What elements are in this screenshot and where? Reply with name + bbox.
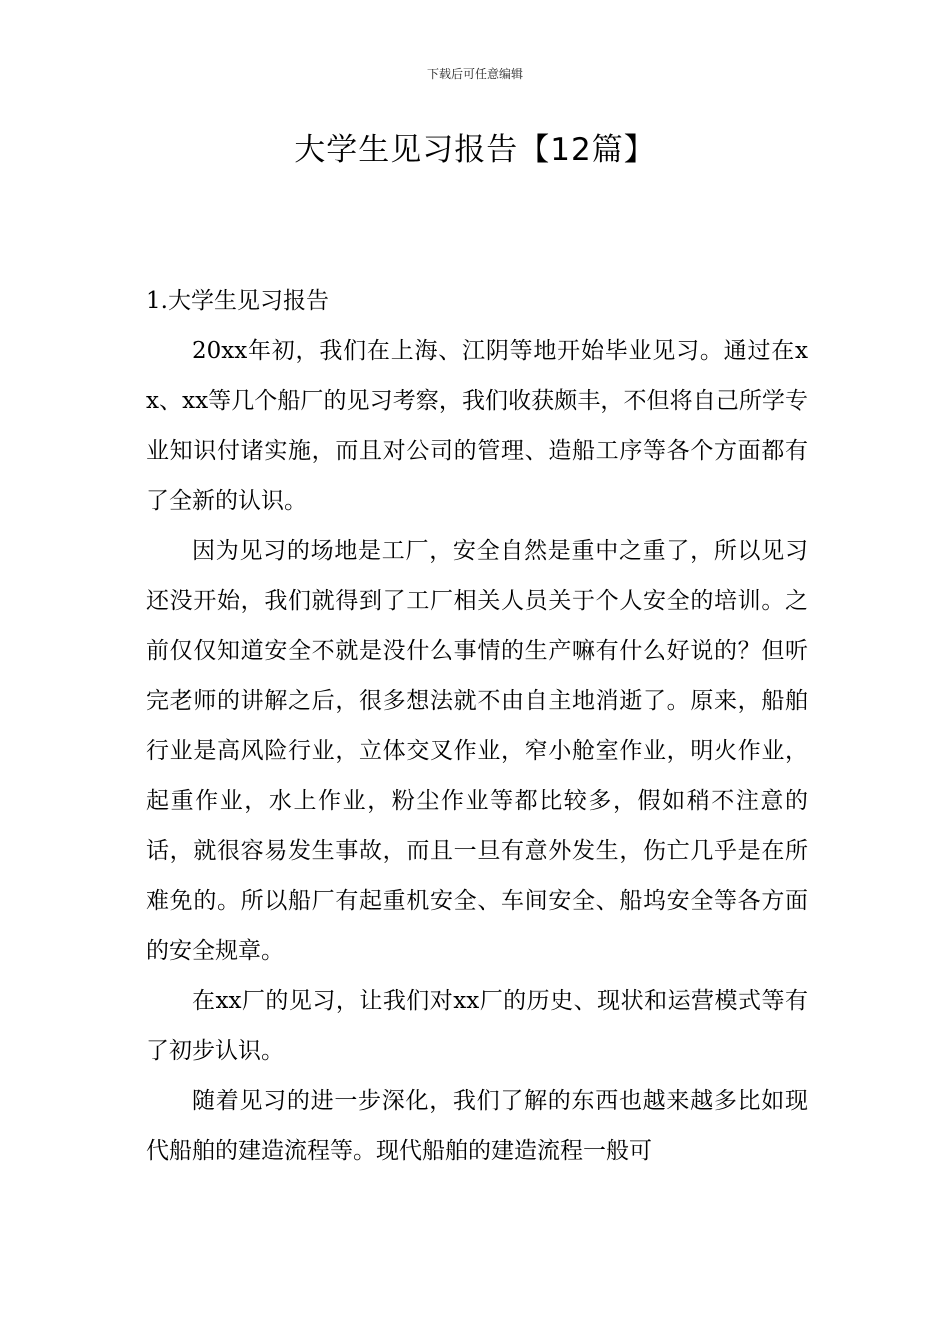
document-body: [146, 276, 808, 1176]
paragraph: 在xx厂的见习，让我们对xx厂的历史、现状和运营模式等有了初步认识。: [146, 988, 808, 1064]
paragraph: 因为见习的场地是工厂，安全自然是重中之重了，所以见习还没开始，我们就得到了工厂相关人员关于个人安全的培训。之前仅仅知道安全不就是没什么事情的生产嘛有什么好说的？但听完老师的讲解之后，很多想法就不由自主地消逝了。原来，船舶行业是高风险行业，立体交叉作业，窄小舱室作业，明火作业，起重作业，水上作业，粉尘作业等都比较多，假如稍不注意的话，就很容易发生事故，而且一旦有意外发生，伤亡几乎是在所难免的。所以船厂有起重机安全、车间安全、船坞安全等各方面的安全规章。: [146, 538, 808, 964]
section-heading: 1.大学生见习报告: [146, 288, 329, 314]
paragraph: 20xx年初，我们在上海、江阴等地开始毕业见习。通过在xx、xx等几个船厂的见习考察，我们收获颇丰，不但将自己所学专业知识付诸实施，而且对公司的管理、造船工序等各个方面都有了全新的认识。: [146, 338, 808, 514]
document-title: 大学生见习报告【12篇】: [294, 132, 656, 168]
paragraph: 随着见习的进一步深化，我们了解的东西也越来越多比如现代船舶的建造流程等。现代船舶的建造流程一般可: [146, 1088, 808, 1164]
header-note: 下载后可任意编辑: [426, 67, 523, 81]
